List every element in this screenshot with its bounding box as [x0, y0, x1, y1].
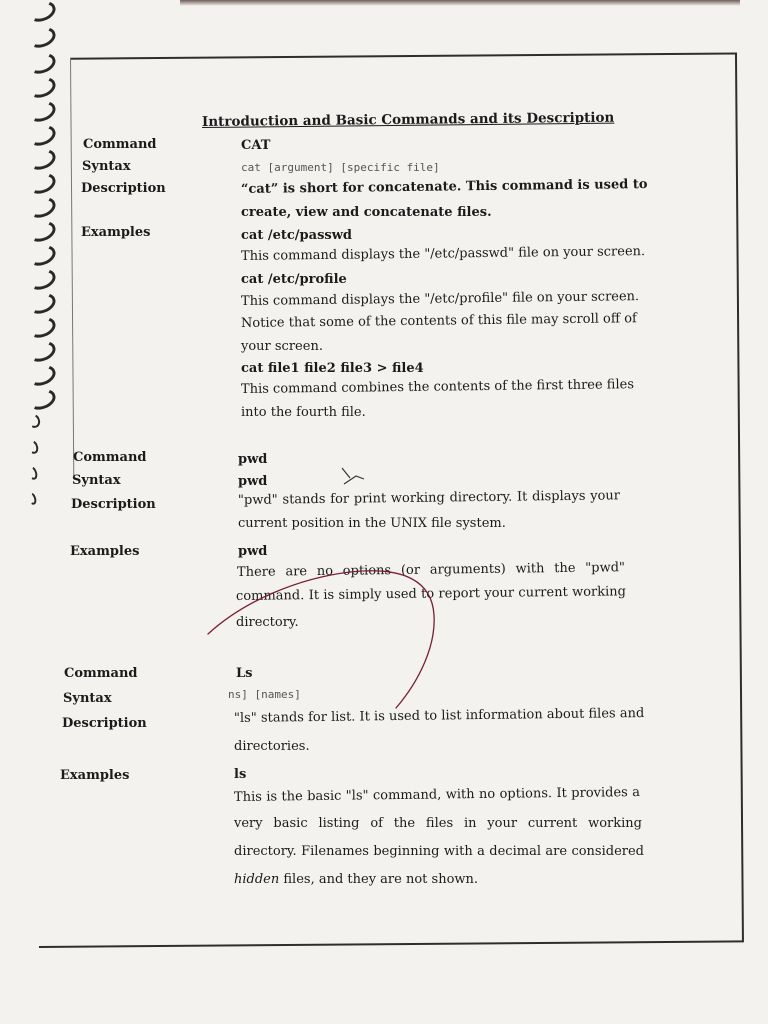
- cat-examples-label: Examples: [81, 225, 151, 240]
- ls-command-name: Ls: [236, 666, 253, 681]
- ls-example-text-4-rest: files, and they are not shown.: [279, 872, 479, 887]
- ls-description-label: Description: [62, 716, 147, 731]
- ls-description-line-1: "ls" stands for list. It is used to list information about files and: [233, 705, 645, 726]
- pwd-example-text-3: directory.: [236, 615, 299, 630]
- cat-description-line-1: “cat” is short for concatenate. This command is used to: [240, 177, 648, 197]
- cat-example-3-text-1: This command combines the contents of the first three files: [240, 377, 635, 397]
- pwd-description-label: Description: [71, 497, 156, 512]
- ls-example-text-1: This is the basic "ls" command, with no options. It provides a: [233, 785, 641, 805]
- cat-example-1-command: cat /etc/passwd: [241, 228, 352, 243]
- ls-example-text-2: very basic listing of the files in your current working: [234, 816, 642, 831]
- pwd-example-text-2: command. It is simply used to report your current working: [235, 584, 627, 604]
- pen-mark: [342, 468, 364, 484]
- hidden-word: hidden: [234, 872, 280, 887]
- ls-example-command: ls: [234, 767, 247, 782]
- pwd-example-command: pwd: [238, 544, 268, 559]
- ls-examples-label: Examples: [60, 768, 130, 783]
- pwd-syntax-label: Syntax: [72, 473, 121, 488]
- pwd-examples-label: Examples: [70, 544, 140, 559]
- cat-command-name: CAT: [241, 138, 271, 153]
- cat-example-2-text-2: Notice that some of the contents of this file may scroll off of: [240, 311, 637, 331]
- cat-example-2-text-1: This command displays the "/etc/profile" file on your screen.: [240, 289, 640, 309]
- pwd-description-line-2: current position in the UNIX file system.: [238, 516, 506, 531]
- pwd-command-label: Command: [73, 450, 147, 465]
- cat-example-3-command: cat file1 file2 file3 > file4: [241, 361, 424, 376]
- pwd-command-name: pwd: [238, 452, 268, 467]
- cat-syntax: cat [argument] [specific file]: [241, 161, 440, 174]
- cat-description-label: Description: [81, 181, 166, 196]
- cat-example-2-text-3: your screen.: [241, 339, 323, 354]
- cat-example-2-command: cat /etc/profile: [241, 272, 347, 287]
- cat-syntax-label: Syntax: [82, 159, 131, 174]
- cat-command-label: Command: [83, 137, 157, 152]
- ls-syntax: ns] [names]: [228, 688, 301, 701]
- pwd-syntax: pwd: [238, 474, 268, 489]
- pwd-description-line-1: "pwd" stands for print working directory. It displays your: [237, 488, 621, 508]
- pwd-example-text-1: There are no options (or arguments) with the "pwd": [236, 560, 626, 580]
- ls-description-line-2: directories.: [234, 739, 310, 754]
- ls-command-label: Command: [64, 666, 138, 681]
- cat-example-1-text: This command displays the "/etc/passwd" file on your screen.: [240, 244, 646, 264]
- page-title: Introduction and Basic Commands and its Description: [201, 109, 615, 130]
- cat-example-3-text-2: into the fourth file.: [241, 405, 366, 420]
- ls-syntax-label: Syntax: [63, 691, 112, 706]
- cat-description-line-2: create, view and concatenate files.: [241, 205, 492, 220]
- ls-example-text-3: directory. Filenames beginning with a decimal are considered: [234, 844, 644, 859]
